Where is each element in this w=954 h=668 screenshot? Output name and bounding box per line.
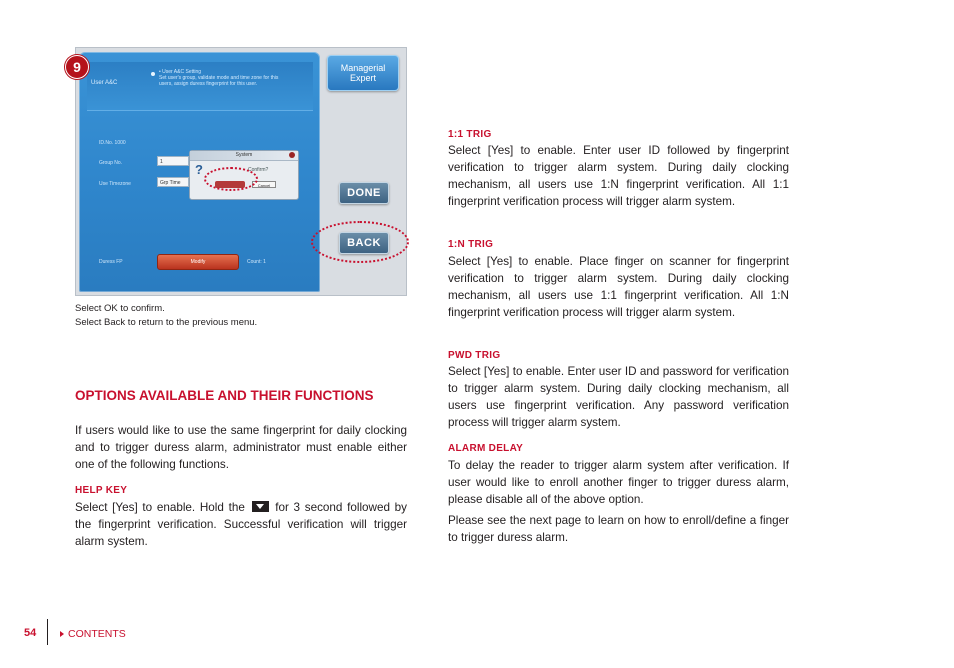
close-icon[interactable] bbox=[289, 152, 295, 158]
section-heading: OPTIONS AVAILABLE AND THEIR FUNCTIONS bbox=[75, 388, 374, 403]
page-number: 54 bbox=[24, 627, 37, 639]
device-info-text bbox=[159, 69, 309, 87]
device-title: User A&C bbox=[91, 80, 118, 86]
down-arrow-key-icon bbox=[252, 501, 269, 512]
device-info-line: Set user's group, validate mode and time zone for this bbox=[159, 75, 279, 81]
group-input[interactable]: 1 bbox=[157, 156, 189, 166]
managerial-expert-button[interactable]: Managerial Expert bbox=[327, 55, 399, 91]
back-highlight-oval bbox=[311, 221, 409, 263]
device-screen bbox=[79, 52, 320, 292]
timezone-input[interactable]: Grp Time bbox=[157, 177, 189, 187]
dialog-title: System bbox=[190, 151, 298, 161]
closing-paragraph: Please see the next page to learn on how to enroll/define a finger to trigger duress alarm. bbox=[448, 514, 789, 544]
pwd-trig-heading: PWD TRIG bbox=[448, 350, 501, 361]
dialog-cancel-button[interactable]: Cancel bbox=[252, 181, 276, 188]
done-button[interactable]: DONE bbox=[339, 182, 389, 204]
timezone-label: Use Timezone bbox=[99, 181, 131, 187]
help-key-text-before: Select [Yes] to enable. Hold the bbox=[75, 501, 245, 514]
question-icon: ? bbox=[195, 162, 203, 177]
help-key-paragraph bbox=[75, 499, 407, 550]
trig-1-1-heading: 1:1 TRIG bbox=[448, 129, 492, 140]
caption-ok: Select OK to confirm. bbox=[75, 303, 165, 314]
alarm-delay-paragraph: To delay the reader to trigger alarm system after verification. If user would like to enroll another finger to trigger duress alarm, please disable all of the above option. bbox=[448, 459, 789, 506]
help-key-text-after: for 3 second followed by the fingerprint verification. Successful verification will trigger alarm system. bbox=[75, 501, 408, 548]
user-id-label: ID.No. 1000 bbox=[99, 140, 126, 146]
ok-highlight-oval bbox=[204, 167, 258, 191]
duress-fp-label: Duress FP bbox=[99, 259, 123, 265]
dialog-text: Confirm? bbox=[248, 167, 269, 173]
trig-1-n-paragraph: Select [Yes] to enable. Place finger on scanner for fingerprint verification to trigger alarm system. During daily clocking mechanism, all users use 1:1 fingerprint verification. All 1:N fingerprint verification process will trigger alarm system. bbox=[448, 255, 789, 319]
count-label: Count: 1 bbox=[247, 259, 266, 265]
footer-divider bbox=[47, 619, 48, 645]
caption-back: Select Back to return to the previous menu. bbox=[75, 317, 258, 328]
back-button[interactable]: BACK bbox=[339, 232, 389, 254]
alarm-delay-heading: ALARM DELAY bbox=[448, 443, 524, 454]
modify-button[interactable]: Modify bbox=[157, 254, 239, 270]
step-badge: 9 bbox=[65, 55, 89, 79]
info-bullet-icon bbox=[151, 72, 155, 76]
trig-1-n-heading: 1:N TRIG bbox=[448, 239, 494, 250]
help-key-heading: HELP KEY bbox=[75, 485, 128, 496]
group-label: Group No. bbox=[99, 160, 123, 166]
contents-label: CONTENTS bbox=[68, 628, 126, 640]
trig-1-1-paragraph: Select [Yes] to enable. Enter user ID followed by fingerprint verification to trigger alarm system. During daily clocking mechanism, all users use 1:N fingerprint verification. All 1:1 fingerprint verification process will trigger alarm system. bbox=[448, 144, 789, 208]
intro-paragraph: If users would like to use the same fingerprint for daily clocking and to trigger duress alarm, administrator must enable either one of the following functions. bbox=[75, 424, 407, 471]
device-info-line: users, assign duress fingerprint for this user. bbox=[159, 81, 258, 87]
pwd-trig-paragraph: Select [Yes] to enable. Enter user ID and password for verification to trigger alarm system. During daily clocking mechanism, all users use fingerprint verification. Any password verification process will trigger alarm system. bbox=[448, 365, 789, 429]
contents-link[interactable] bbox=[60, 628, 126, 640]
device-info-line: • User A&C Setting bbox=[159, 69, 202, 75]
triangle-right-icon bbox=[60, 631, 64, 637]
